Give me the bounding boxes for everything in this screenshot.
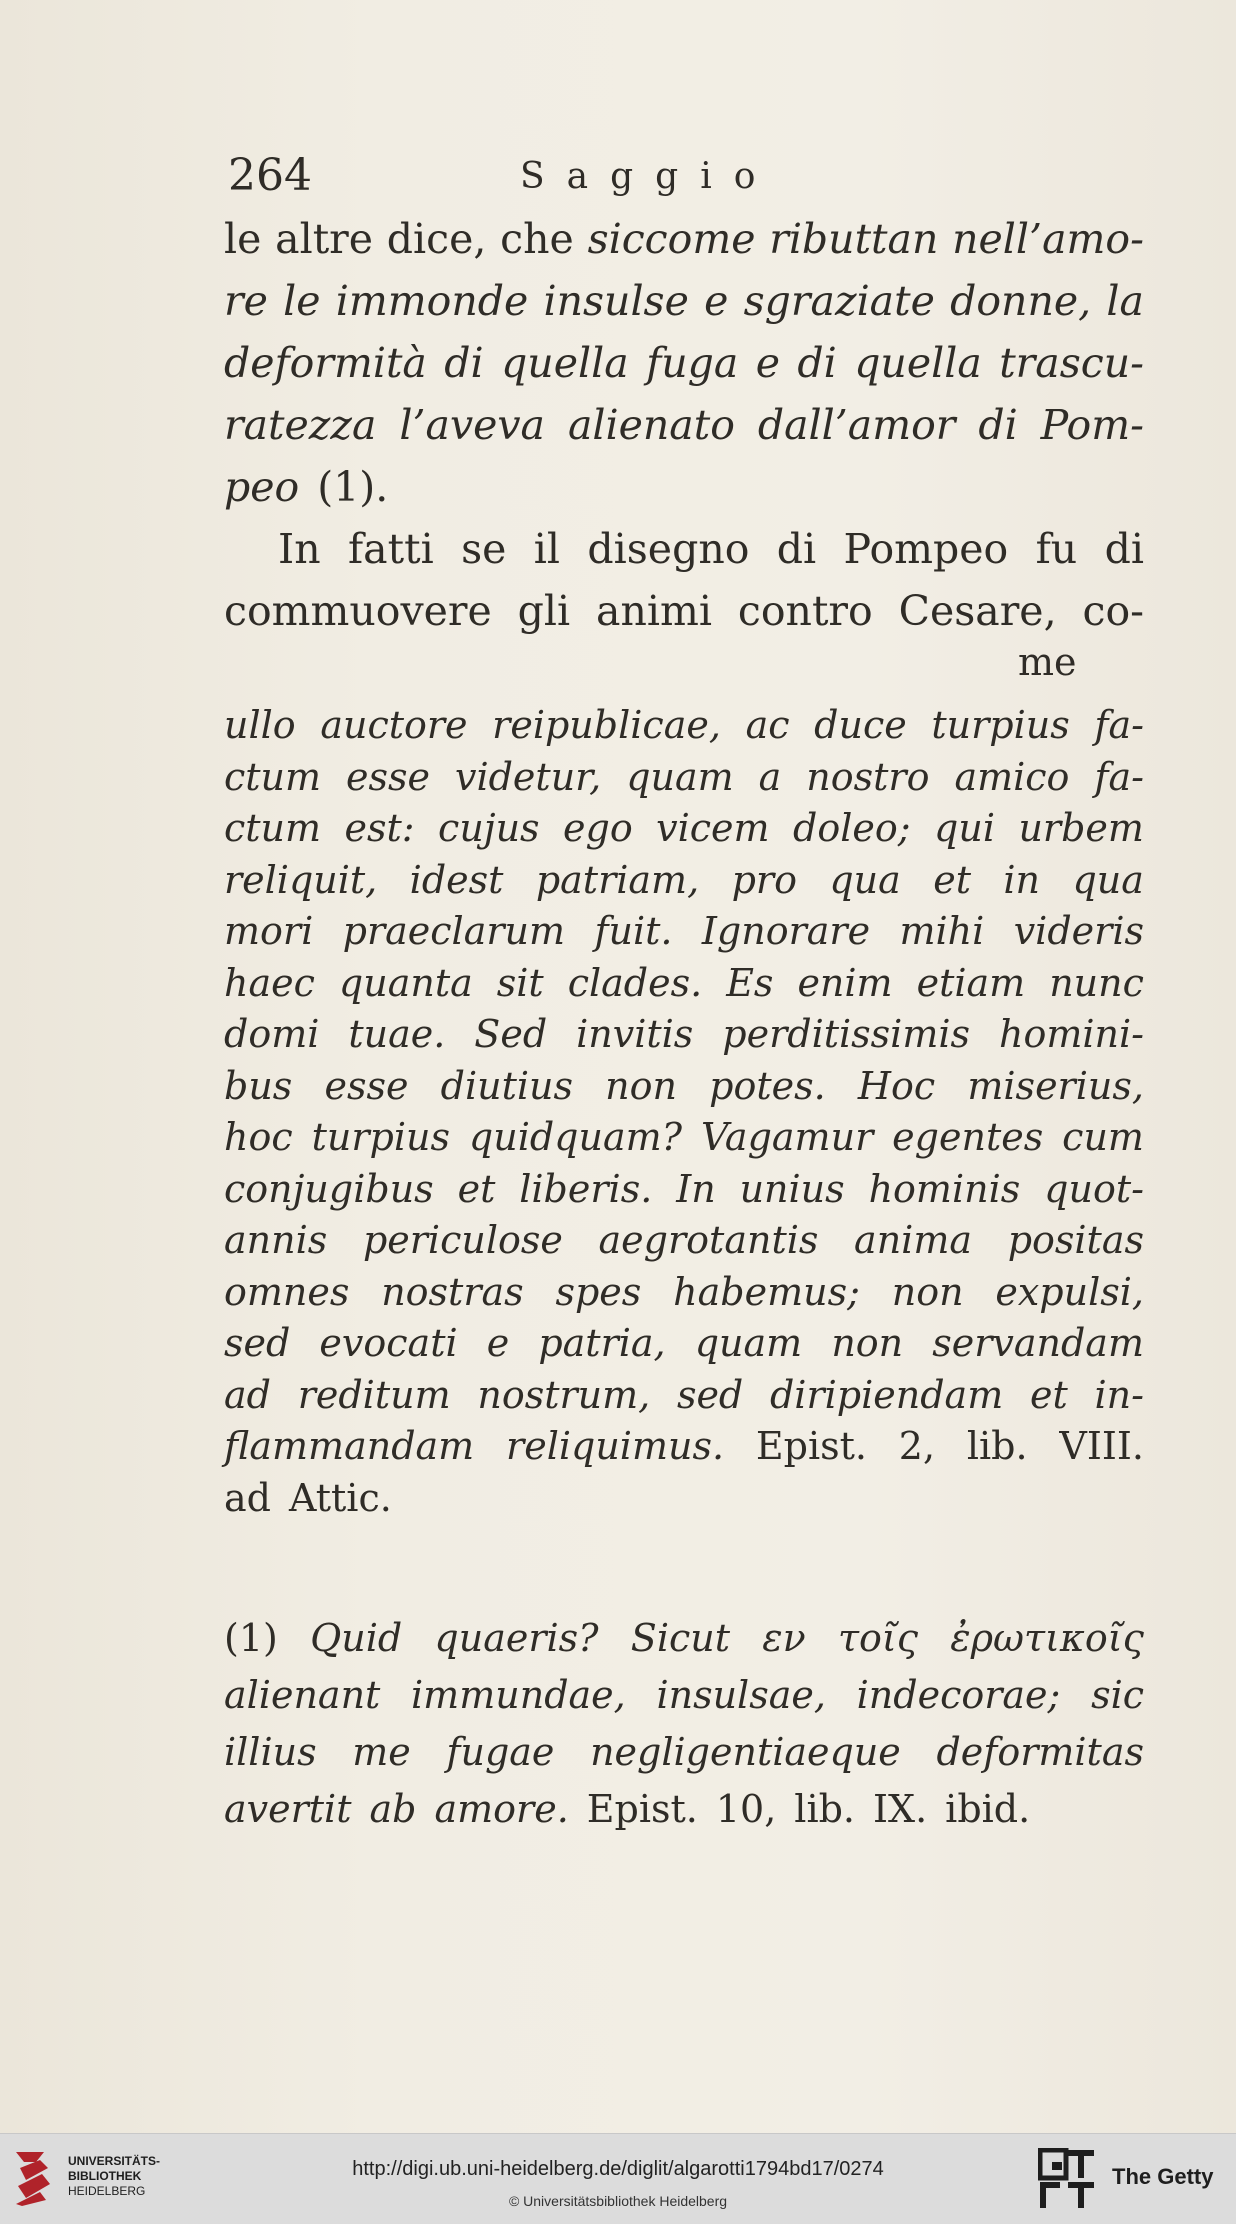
word: evocati: [319, 1321, 458, 1365]
word: haec: [224, 960, 315, 1005]
text-line: [224, 518, 1144, 580]
word: animi: [596, 587, 712, 635]
word: nostras: [381, 1269, 524, 1314]
word: unius: [739, 1166, 845, 1211]
word: turpius: [931, 703, 1070, 747]
word: immundae,: [411, 1673, 626, 1717]
text-line: [224, 1610, 1144, 1667]
text-line: [224, 752, 1144, 804]
word: alienant: [224, 1673, 381, 1717]
text-line: [224, 1267, 1144, 1319]
word: hoc: [224, 1115, 293, 1159]
word: urbem: [1018, 806, 1144, 850]
word: di: [776, 525, 817, 573]
word: fuga: [646, 339, 739, 387]
word: ἐρωτικοῖς: [950, 1616, 1144, 1660]
word: Pom-: [1040, 401, 1144, 449]
word: e: [704, 277, 729, 325]
word: immonde: [335, 277, 529, 325]
word: ratezza: [224, 401, 377, 449]
word: ac: [745, 703, 790, 747]
word: qui: [934, 806, 995, 850]
word: fa-: [1094, 703, 1144, 747]
word: lib.: [794, 1787, 856, 1831]
word: negligentiaeque: [590, 1730, 901, 1774]
word: qua: [1072, 857, 1144, 902]
word: ributtan: [769, 215, 939, 263]
word: ctum: [224, 806, 322, 850]
word: Es: [726, 960, 774, 1005]
word: sed: [676, 1372, 744, 1417]
word: quaeris?: [434, 1616, 599, 1660]
word: 2,: [898, 1424, 936, 1468]
word: qua: [829, 857, 901, 902]
word: patriam,: [535, 857, 700, 902]
word: patria,: [538, 1321, 666, 1365]
text-line: [224, 1061, 1144, 1113]
text-line: [224, 1318, 1144, 1370]
text-line: [224, 906, 1144, 958]
word: vicem: [656, 806, 770, 850]
word: Cesare,: [898, 587, 1057, 635]
text-line: [224, 332, 1144, 394]
word: disegno: [587, 525, 750, 573]
word: le: [224, 215, 262, 263]
word: non: [891, 1269, 964, 1314]
word: et: [457, 1166, 496, 1211]
word: τοῖς: [837, 1616, 919, 1660]
copyright-notice: © Universitätsbibliothek Heidelberg: [508, 2193, 728, 2209]
word: et: [1029, 1372, 1068, 1417]
word: di: [797, 339, 837, 387]
word: quam: [694, 1321, 803, 1365]
word: che: [500, 215, 574, 263]
text-line: [224, 1421, 1144, 1473]
word: lib.: [966, 1424, 1028, 1468]
word: 10,: [715, 1787, 777, 1831]
word: ad: [224, 1372, 271, 1417]
word: nostro: [806, 754, 930, 799]
word: esse: [324, 1063, 409, 1108]
text-line: [224, 1112, 1144, 1164]
main-text: [224, 208, 1144, 642]
word: quella: [854, 339, 982, 387]
word: doleo;: [793, 806, 911, 850]
word: annis: [224, 1218, 328, 1262]
text-line: [224, 208, 1144, 270]
word: di: [978, 401, 1018, 449]
page-header: [228, 150, 1148, 210]
word: duce: [814, 703, 907, 747]
word: nell’amo-: [952, 215, 1144, 263]
word: idest: [409, 857, 504, 902]
word: amore.: [434, 1787, 569, 1831]
word: bus: [224, 1063, 293, 1108]
word: peo: [224, 463, 300, 511]
library-name: UNIVERSITÄTS- BIBLIOTHEK HEIDELBERG: [68, 2154, 161, 2198]
word: fu: [1035, 525, 1078, 573]
word: videtur,: [454, 754, 602, 799]
word: Vagamur: [700, 1115, 874, 1159]
word: dall’amor: [757, 401, 956, 449]
word: tuae.: [348, 1012, 446, 1056]
word: ab: [369, 1787, 417, 1831]
text-line: [224, 394, 1144, 456]
word: Epist.: [586, 1787, 698, 1831]
word: reliquimus.: [506, 1424, 725, 1468]
word: liberis.: [519, 1166, 653, 1211]
text-line: [224, 1370, 1144, 1422]
word: Quid: [310, 1616, 403, 1660]
word: perditissimis: [722, 1012, 971, 1056]
word: anima: [854, 1218, 973, 1262]
word: quot-: [1044, 1166, 1144, 1211]
word: expulsi,: [995, 1269, 1144, 1314]
word: videris: [1013, 909, 1144, 953]
word: diripiendam: [769, 1372, 1004, 1417]
word: εν: [762, 1616, 806, 1660]
word: (1).: [317, 463, 389, 511]
word: invitis: [576, 1012, 694, 1056]
word: altre: [275, 215, 374, 263]
text-line: [224, 1667, 1144, 1724]
word: deformitas: [936, 1730, 1144, 1774]
word: VIII.: [1059, 1424, 1144, 1468]
word: ullo: [224, 703, 296, 747]
word: et: [933, 857, 971, 902]
word: nostrum,: [477, 1372, 651, 1417]
word: non: [831, 1321, 904, 1365]
word: mihi: [899, 909, 985, 953]
word: etiam: [916, 960, 1026, 1005]
viewer-footer: [0, 2133, 1236, 2224]
word: siccome: [587, 215, 756, 263]
text-line: [224, 1215, 1144, 1267]
text-line: [224, 1009, 1144, 1061]
word: omnes: [224, 1269, 350, 1314]
word: e: [755, 339, 781, 387]
footnote: [224, 1610, 1144, 1838]
word: cujus: [438, 806, 540, 850]
word: egentes: [892, 1115, 1044, 1159]
text-line: [224, 958, 1144, 1010]
word: flammandam: [224, 1424, 475, 1468]
word: quella: [501, 339, 629, 387]
word: est:: [344, 806, 415, 850]
word: non: [605, 1063, 677, 1108]
word: spes: [555, 1269, 642, 1314]
word: re: [224, 277, 268, 325]
word: servandam: [932, 1321, 1144, 1365]
word: l’aveva: [399, 401, 545, 449]
word: nunc: [1049, 960, 1144, 1005]
word: fatti: [348, 525, 434, 573]
word: conjugibus: [224, 1166, 434, 1211]
word: potes.: [709, 1063, 826, 1108]
word: fa-: [1094, 754, 1144, 799]
word: fuit.: [594, 909, 673, 953]
word: di: [444, 339, 484, 387]
word: quanta: [338, 960, 473, 1005]
word: periculose: [362, 1218, 563, 1262]
word: sit: [496, 960, 544, 1005]
word: cum: [1062, 1115, 1144, 1159]
word: esse: [346, 754, 431, 799]
text-line: [224, 1724, 1144, 1781]
text-line: [224, 700, 1144, 752]
word: miserius,: [967, 1063, 1144, 1108]
getty-logo-icon: [1038, 2148, 1096, 2210]
word: Epist.: [755, 1424, 867, 1468]
catchword: me: [1018, 640, 1077, 684]
word: positas: [1007, 1218, 1144, 1262]
word: Ignorare: [701, 909, 871, 953]
word: a: [758, 754, 782, 799]
word: gli: [517, 587, 571, 635]
word: In: [676, 1166, 716, 1211]
word: alienato: [567, 401, 735, 449]
word: la: [1106, 277, 1144, 325]
word: IX.: [873, 1787, 928, 1831]
partner-name: The Getty: [1112, 2164, 1214, 2189]
word: reliquit,: [224, 857, 378, 902]
text-line: [224, 456, 1144, 518]
word: commuovere: [224, 587, 492, 635]
word: aegrotantis: [598, 1218, 819, 1262]
word: in-: [1094, 1372, 1144, 1417]
word: illius: [224, 1730, 317, 1774]
word: Sed: [474, 1012, 548, 1056]
word: e: [486, 1321, 510, 1365]
word: clades.: [567, 960, 703, 1005]
running-head: Saggio: [520, 156, 778, 197]
word: me: [352, 1730, 411, 1774]
word: amico: [954, 754, 1070, 799]
text-line: [224, 270, 1144, 332]
text-line: [224, 580, 1144, 642]
word: reditum: [297, 1372, 451, 1417]
text-line: [224, 1781, 1144, 1838]
quoted-passage: [224, 700, 1144, 1524]
word: (1): [224, 1616, 278, 1660]
word: turpius: [311, 1115, 450, 1159]
word: Pompeo: [843, 525, 1009, 573]
word: reipublicae,: [492, 703, 721, 747]
word: co-: [1082, 587, 1144, 635]
word: mori: [224, 909, 314, 953]
word: diutius: [440, 1063, 573, 1108]
word: ibid.: [945, 1787, 1031, 1831]
word: indecorae;: [856, 1673, 1061, 1717]
word: sgraziate: [743, 277, 935, 325]
word: homini-: [998, 1012, 1144, 1056]
word: insulsae,: [656, 1673, 826, 1717]
word: donne,: [950, 277, 1092, 325]
word: domi: [224, 1012, 320, 1056]
word: in: [1003, 857, 1041, 902]
word: di: [1104, 525, 1144, 573]
word: quam: [626, 754, 734, 799]
word: Attic.: [288, 1475, 392, 1520]
word: contro: [737, 587, 873, 635]
word: fugae: [446, 1730, 555, 1774]
permalink-url[interactable]: http://digi.ub.uni-heidelberg.de/diglit/algarotti1794bd17/0274: [352, 2158, 884, 2180]
word: quidquam?: [468, 1115, 683, 1159]
word: ad: [224, 1475, 271, 1520]
word: le: [283, 277, 321, 325]
word: Sicut: [630, 1616, 730, 1660]
text-line: [224, 1164, 1144, 1216]
word: Hoc: [857, 1063, 936, 1108]
word: deformità: [224, 339, 427, 387]
word: sed: [224, 1321, 291, 1365]
word: dice,: [386, 215, 487, 263]
word: praeclarum: [342, 909, 566, 953]
word: In: [278, 525, 321, 573]
text-line: [224, 855, 1144, 907]
page-number: 264: [228, 150, 312, 201]
word: habemus;: [673, 1269, 860, 1314]
word: se: [461, 525, 507, 573]
word: insulse: [543, 277, 689, 325]
word: enim: [797, 960, 893, 1005]
word: sic: [1091, 1673, 1144, 1717]
word: ego: [563, 806, 633, 850]
word: il: [533, 525, 561, 573]
word: auctore: [320, 703, 468, 747]
text-line: [224, 803, 1144, 855]
word: pro: [731, 857, 797, 902]
word: hominis: [868, 1166, 1021, 1211]
word: ctum: [224, 754, 322, 799]
word: avertit: [224, 1787, 352, 1831]
word: trascu-: [999, 339, 1144, 387]
text-line: [224, 1473, 1144, 1525]
